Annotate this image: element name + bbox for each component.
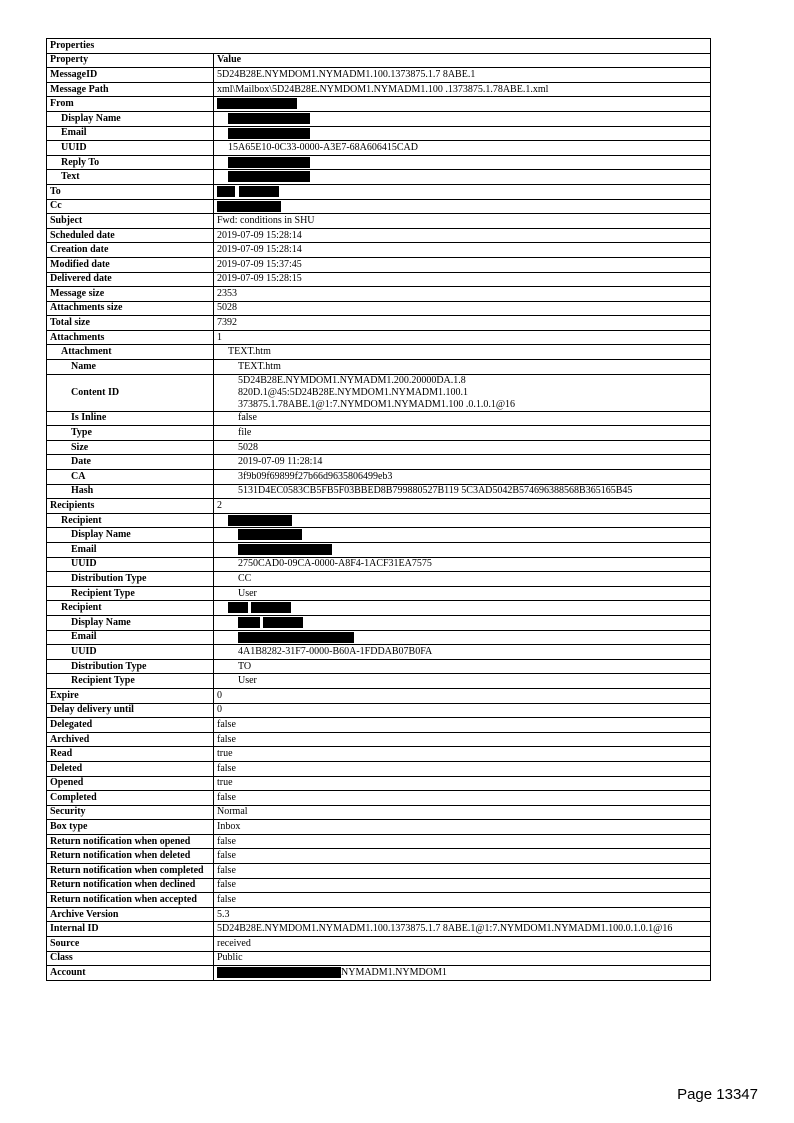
table-row — [47, 243, 711, 258]
row-label: Delegated — [47, 718, 214, 733]
row-value: xml\Mailbox\5D24B28E.NYMDOM1.NYMADM1.100 .1373875.1.78ABE.1.xml — [214, 82, 711, 97]
table-row — [47, 834, 711, 849]
row-label: Deleted — [47, 761, 214, 776]
row-value: TEXT.htm — [214, 345, 711, 360]
row-value: 5028 — [214, 301, 711, 316]
row-value: Inbox — [214, 820, 711, 835]
redaction-block — [228, 171, 310, 182]
table-row — [47, 747, 711, 762]
table-row — [47, 374, 711, 411]
table-row — [47, 214, 711, 229]
redaction-block — [263, 617, 303, 628]
row-label: Scheduled date — [47, 228, 214, 243]
row-label: Display Name — [47, 615, 214, 630]
row-value: 3f9b09f69899f27b66d9635806499eb3 — [214, 470, 711, 485]
row-label: Recipient — [47, 601, 214, 616]
row-value: 5028 — [214, 440, 711, 455]
row-value: TO — [214, 659, 711, 674]
table-row — [47, 440, 711, 455]
table-row — [47, 893, 711, 908]
row-value — [214, 155, 711, 170]
table-title: Properties — [47, 39, 711, 54]
row-label: Subject — [47, 214, 214, 229]
row-value — [214, 543, 711, 558]
row-label: Message Path — [47, 82, 214, 97]
table-row — [47, 688, 711, 703]
row-value: 15A65E10-0C33-0000-A3E7-68A606415CAD — [214, 141, 711, 156]
row-value: true — [214, 776, 711, 791]
table-row — [47, 111, 711, 126]
row-label: Expire — [47, 688, 214, 703]
row-value — [214, 374, 711, 411]
row-value — [214, 184, 711, 199]
table-row — [47, 732, 711, 747]
row-label: Attachment — [47, 345, 214, 360]
table-row — [47, 455, 711, 470]
row-value: 2 — [214, 499, 711, 514]
row-value: 4A1B8282-31F7-0000-B60A-1FDDAB07B0FA — [214, 645, 711, 660]
row-value: 2750CAD0-09CA-0000-A8F4-1ACF31EA7575 — [214, 557, 711, 572]
row-label: UUID — [47, 645, 214, 660]
table-row — [47, 345, 711, 360]
row-label: Email — [47, 126, 214, 141]
table-row — [47, 499, 711, 514]
row-label: Display Name — [47, 528, 214, 543]
redaction-block — [217, 201, 281, 212]
row-label: Creation date — [47, 243, 214, 258]
row-label: Modified date — [47, 257, 214, 272]
redaction-block — [251, 602, 291, 613]
row-value: 2019-07-09 11:28:14 — [214, 455, 711, 470]
redaction-block — [228, 113, 310, 124]
content-id-line: 5D24B28E.NYMDOM1.NYMADM1.200.20000DA.1.8 — [238, 374, 466, 386]
row-value: 1 — [214, 330, 711, 345]
row-label: Return notification when deleted — [47, 849, 214, 864]
row-label: Box type — [47, 820, 214, 835]
row-label: Message size — [47, 287, 214, 302]
row-value: Normal — [214, 805, 711, 820]
row-value: false — [214, 878, 711, 893]
page-number: Page 13347 — [677, 1086, 758, 1103]
table-row — [47, 257, 711, 272]
row-value — [214, 528, 711, 543]
redaction-block — [238, 617, 260, 628]
table-row — [47, 586, 711, 601]
table-row — [47, 878, 711, 893]
row-label: Hash — [47, 484, 214, 499]
row-value: false — [214, 732, 711, 747]
table-row — [47, 426, 711, 441]
table-row — [47, 907, 711, 922]
row-label: Return notification when accepted — [47, 893, 214, 908]
row-value: false — [214, 864, 711, 879]
row-value: 0 — [214, 703, 711, 718]
row-value — [214, 601, 711, 616]
row-label: UUID — [47, 557, 214, 572]
row-value: User — [214, 586, 711, 601]
row-label: Recipient Type — [47, 586, 214, 601]
table-row — [47, 922, 711, 937]
redaction-block — [217, 967, 341, 978]
row-value: 2019-07-09 15:28:14 — [214, 243, 711, 258]
row-label: Internal ID — [47, 922, 214, 937]
table-row — [47, 937, 711, 952]
table-row — [47, 272, 711, 287]
row-value: 2019-07-09 15:37:45 — [214, 257, 711, 272]
table-row — [47, 287, 711, 302]
row-value — [214, 615, 711, 630]
row-label: Is Inline — [47, 411, 214, 426]
redaction-block — [228, 128, 310, 139]
row-label: Recipient Type — [47, 674, 214, 689]
row-label: Date — [47, 455, 214, 470]
table-row — [47, 141, 711, 156]
row-value — [214, 199, 711, 214]
row-value: 7392 — [214, 316, 711, 331]
table-row — [47, 411, 711, 426]
row-label: Size — [47, 440, 214, 455]
row-label: Return notification when declined — [47, 878, 214, 893]
row-label: Account — [47, 966, 214, 981]
row-label: Class — [47, 951, 214, 966]
row-label: Type — [47, 426, 214, 441]
table-row — [47, 170, 711, 185]
row-value — [214, 111, 711, 126]
row-value: User — [214, 674, 711, 689]
row-label: Completed — [47, 791, 214, 806]
row-value — [214, 966, 711, 981]
redaction-block — [228, 515, 292, 526]
redaction-block — [228, 602, 248, 613]
row-value: 5.3 — [214, 907, 711, 922]
row-label: Security — [47, 805, 214, 820]
row-value: 0 — [214, 688, 711, 703]
row-value — [214, 126, 711, 141]
table-row — [47, 316, 711, 331]
table-row — [47, 703, 711, 718]
table-row — [47, 557, 711, 572]
row-label: Cc — [47, 199, 214, 214]
title-row — [47, 39, 711, 54]
table-row — [47, 615, 711, 630]
table-row — [47, 184, 711, 199]
row-value: false — [214, 791, 711, 806]
row-value: 5D24B28E.NYMDOM1.NYMADM1.100.1373875.1.7 8ABE.1 — [214, 68, 711, 83]
row-value — [214, 630, 711, 645]
row-label: Return notification when opened — [47, 834, 214, 849]
row-label: Source — [47, 937, 214, 952]
row-value: 2019-07-09 15:28:14 — [214, 228, 711, 243]
row-value: false — [214, 849, 711, 864]
row-label: Reply To — [47, 155, 214, 170]
row-label: Distribution Type — [47, 572, 214, 587]
row-value: false — [214, 834, 711, 849]
row-label: Email — [47, 630, 214, 645]
row-value: true — [214, 747, 711, 762]
redaction-block — [238, 529, 302, 540]
row-label: Attachments size — [47, 301, 214, 316]
row-label: Return notification when completed — [47, 864, 214, 879]
row-value: Public — [214, 951, 711, 966]
table-row — [47, 82, 711, 97]
property-header: Property — [47, 53, 214, 68]
redaction-block — [217, 98, 297, 109]
redaction-block — [238, 632, 354, 643]
row-value: false — [214, 411, 711, 426]
row-label: Attachments — [47, 330, 214, 345]
content-id-line: 820D.1@45:5D24B28E.NYMDOM1.NYMADM1.100.1 — [238, 386, 469, 398]
redaction-block — [228, 157, 310, 168]
row-value: Fwd: conditions in SHU — [214, 214, 711, 229]
content-id-line: 373875.1.78ABE.1@1:7.NYMDOM1.NYMADM1.100 .0.1.0.1@16 — [238, 398, 516, 410]
row-value: 2019-07-09 15:28:15 — [214, 272, 711, 287]
table-row — [47, 301, 711, 316]
row-value: 5D24B28E.NYMDOM1.NYMADM1.100.1373875.1.7 8ABE.1@1:7.NYMDOM1.NYMADM1.100.0.1.0.1@16 — [214, 922, 711, 937]
row-label: Recipient — [47, 513, 214, 528]
row-value: false — [214, 718, 711, 733]
row-label: Archived — [47, 732, 214, 747]
table-row — [47, 805, 711, 820]
table-row — [47, 199, 711, 214]
redaction-block — [217, 186, 235, 197]
row-value — [214, 513, 711, 528]
redaction-block — [238, 544, 332, 555]
table-row — [47, 543, 711, 558]
row-value: CC — [214, 572, 711, 587]
row-label: Opened — [47, 776, 214, 791]
row-label: Total size — [47, 316, 214, 331]
table-row — [47, 528, 711, 543]
row-label: Read — [47, 747, 214, 762]
row-value: file — [214, 426, 711, 441]
row-label: To — [47, 184, 214, 199]
row-label: Text — [47, 170, 214, 185]
table-row — [47, 97, 711, 112]
table-row — [47, 645, 711, 660]
table-row — [47, 849, 711, 864]
row-label: UUID — [47, 141, 214, 156]
table-row — [47, 155, 711, 170]
table-row — [47, 776, 711, 791]
row-value: false — [214, 761, 711, 776]
row-value: received — [214, 937, 711, 952]
row-label: Delay delivery until — [47, 703, 214, 718]
row-label: Delivered date — [47, 272, 214, 287]
table-row — [47, 761, 711, 776]
table-row — [47, 791, 711, 806]
row-label: MessageID — [47, 68, 214, 83]
row-value: 2353 — [214, 287, 711, 302]
row-value: TEXT.htm — [214, 360, 711, 375]
row-label: Name — [47, 360, 214, 375]
row-value: 5131D4EC0583CB5FB5F03BBED8B799880527B119 5C3AD5042B574696388568B365165B45 — [214, 484, 711, 499]
row-label: Content ID — [47, 374, 214, 411]
table-row — [47, 513, 711, 528]
row-value — [214, 97, 711, 112]
table-row — [47, 966, 711, 981]
table-row — [47, 718, 711, 733]
row-label: Display Name — [47, 111, 214, 126]
table-row — [47, 951, 711, 966]
row-label: Distribution Type — [47, 659, 214, 674]
properties-table — [46, 38, 711, 981]
table-row — [47, 126, 711, 141]
table-row — [47, 360, 711, 375]
table-row — [47, 68, 711, 83]
header-row — [47, 53, 711, 68]
row-label: Email — [47, 543, 214, 558]
table-row — [47, 864, 711, 879]
table-row — [47, 330, 711, 345]
table-row — [47, 601, 711, 616]
table-row — [47, 470, 711, 485]
table-row — [47, 630, 711, 645]
row-label: CA — [47, 470, 214, 485]
value-header: Value — [214, 53, 711, 68]
table-row — [47, 228, 711, 243]
table-row — [47, 484, 711, 499]
account-domain: NYMADM1.NYMDOM1 — [341, 967, 447, 979]
properties-sheet — [46, 38, 711, 981]
row-value: false — [214, 893, 711, 908]
row-label: Recipients — [47, 499, 214, 514]
table-row — [47, 572, 711, 587]
row-label: From — [47, 97, 214, 112]
table-row — [47, 659, 711, 674]
row-label: Archive Version — [47, 907, 214, 922]
table-row — [47, 674, 711, 689]
table-row — [47, 820, 711, 835]
redaction-block — [239, 186, 279, 197]
row-value — [214, 170, 711, 185]
